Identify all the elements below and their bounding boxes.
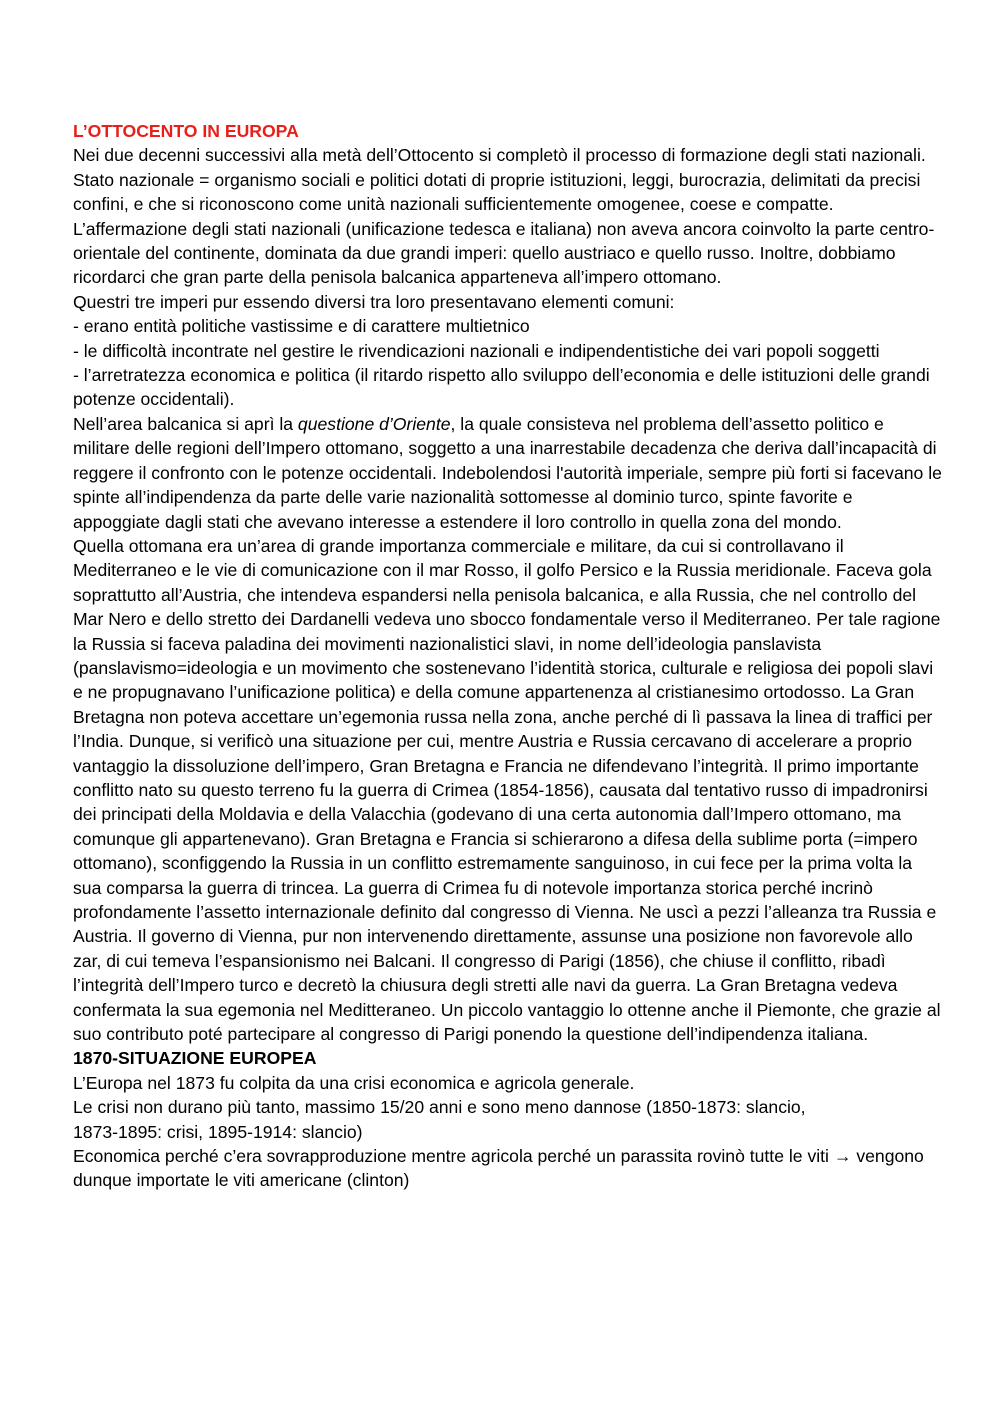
italic-term-questione-oriente: questione d’Oriente [297, 413, 451, 434]
paragraph-durata-crisi [73, 1095, 943, 1144]
paragraph-imperi: L’affermazione degli stati nazionali (unificazione tedesca e italiana) non aveva ancora coinvolto la parte centro-orientale del continente, dominata da due grandi imperi: quello austriaco e quello russo. Inoltre, dobbiamo ricordarci che gran parte della penisola balcanica apparteneva all’impero ottomano. [73, 218, 935, 288]
paragraph-stato-nazionale: Stato nazionale = organismo sociali e politici dotati di proprie istituzioni, leggi, burocrazia, delimitati da precisi confini, e che si riconoscono come unità nazionali sufficientemente omogenee, coese e compatte. [73, 169, 921, 215]
paragraph-questione-oriente [73, 412, 943, 534]
list-item-bullet-1: - erano entità politiche vastissime e di carattere multietnico [73, 316, 530, 337]
text-segment: , la quale consisteva nel problema dell’assetto politico e militare delle regioni dell’Impero ottomano, soggetto a una inarrestabile decadenza che deriva dall’incapacità di reggere il confronto con le potenze occidentali. Indebolendosi l'autorità imperiale, sempre più forti si facevano le spinte all’indipendenza da parte delle varie nazionalità sottomesse al dominio turco, spinte favorite e appoggiate dagli stati che avevano interesse a estendere il loro controllo in quella zona del mondo. [73, 413, 942, 532]
list-item-bullet-2: - le difficoltà incontrate nel gestire le rivendicazioni nazionali e indipendentistiche dei vari popoli soggetti [73, 340, 880, 361]
section-title-ottocento: L’OTTOCENTO IN EUROPA [73, 121, 299, 141]
paragraph-intro: Nei due decenni successivi alla metà dell’Ottocento si completò il processo di formazione degli stati nazionali. [73, 145, 926, 166]
text-line: Le crisi non durano più tanto, massimo 15/20 anni e sono meno dannose (1850-1873: slancio, [73, 1097, 806, 1118]
paragraph-elementi-comuni: Questri tre imperi pur essendo diversi tra loro presentavano elementi comuni: [73, 291, 675, 312]
paragraph-crisi-1873: L’Europa nel 1873 fu colpita da una crisi economica e agricola generale. [73, 1072, 635, 1093]
paragraph-area-ottomana: Quella ottomana era un’area di grande importanza commerciale e militare, da cui si controllavano il Mediterraneo e le vie di comunicazione con il mar Rosso, il golfo Persico e la Russia meridionale. Faceva gola soprattutto all’Austria, che intendeva espandersi nella penisola balcanica, e alla Russia, che nel controllo del Mar Nero e dello stretto dei Dardanelli vedeva uno sbocco fondamentale verso il Mediterraneo. Per tale ragione la Russia si faceva paladina dei movimenti nazionalistici slavi, in nome dell’ideologia panslavista (panslavismo=ideologia e un movimento che sostenevano l’identità storica, culturale e religiosa dei popoli slavi e ne propugnavano l’unificazione politica) e della comune appartenenza al cristianesimo ortodosso. La Gran Bretagna non poteva accettare un’egemonia russa nella zona, anche perché di lì passava la linea di traffici per l’India. Dunque, si verificò una situazione per cui, mentre Austria e Russia cercavano di accelerare a proprio vantaggio la dissoluzione dell’impero, Gran Bretagna e Francia ne difendevano l’integrità. Il primo importante conflitto nato su questo terreno fu la guerra di Crimea (1854-1856), causata dal tentativo russo di impadronirsi dei principati della Moldavia e della Valacchia (godevano di una certa autonomia dall’Impero ottomano, ma comunque gli appartenevano). Gran Bretagna e Francia si schierarono a difesa della sublime porta (=impero ottomano), sconfiggendo la Russia in un conflitto estremamente sanguinoso, in cui fece per la prima volta la sua comparsa la guerra di trincea. La guerra di Crimea fu di notevole importanza storica perché incrinò profondamente l’assetto internazionale definito dal congresso di Vienna. Ne uscì a pezzi l’alleanza tra Russia e Austria. Il governo di Vienna, pur non intervenendo direttamente, assunse una posizione non favorevole allo zar, di cui temeva l’espansionismo nei Balcani. Il congresso di Parigi (1856), che chiuse il conflitto, ribadì l’integrità dell’Impero turco e decretò la chiusura degli stretti alle navi da guerra. La Gran Bretagna vedeva confermata la sua egemonia nel Meditteraneo. Un piccolo vantaggio lo ottenne anche il Piemonte, che grazie al suo contributo poté partecipare al congresso di Parigi ponendo la questione dell’indipendenza italiana. [73, 535, 941, 1045]
list-item-bullet-3: - l’arretratezza economica e politica (il ritardo rispetto allo sviluppo dell’economia e delle istituzioni delle grandi potenze occidentali). [73, 365, 930, 410]
section-title-situazione-europea: 1870-SITUAZIONE EUROPEA [73, 1048, 317, 1069]
text-segment: Nell’area balcanica si aprì la [73, 413, 298, 434]
document-page [73, 119, 943, 1193]
text-line: 1873-1895: crisi, 1895-1914: slancio) [73, 1121, 363, 1142]
paragraph-crisi-economica-agricola: Economica perché c’era sovrapproduzione mentre agricola perché un parassita rovinò tutte le viti → vengono dunque importate le viti americane (clinton) [73, 1146, 924, 1191]
